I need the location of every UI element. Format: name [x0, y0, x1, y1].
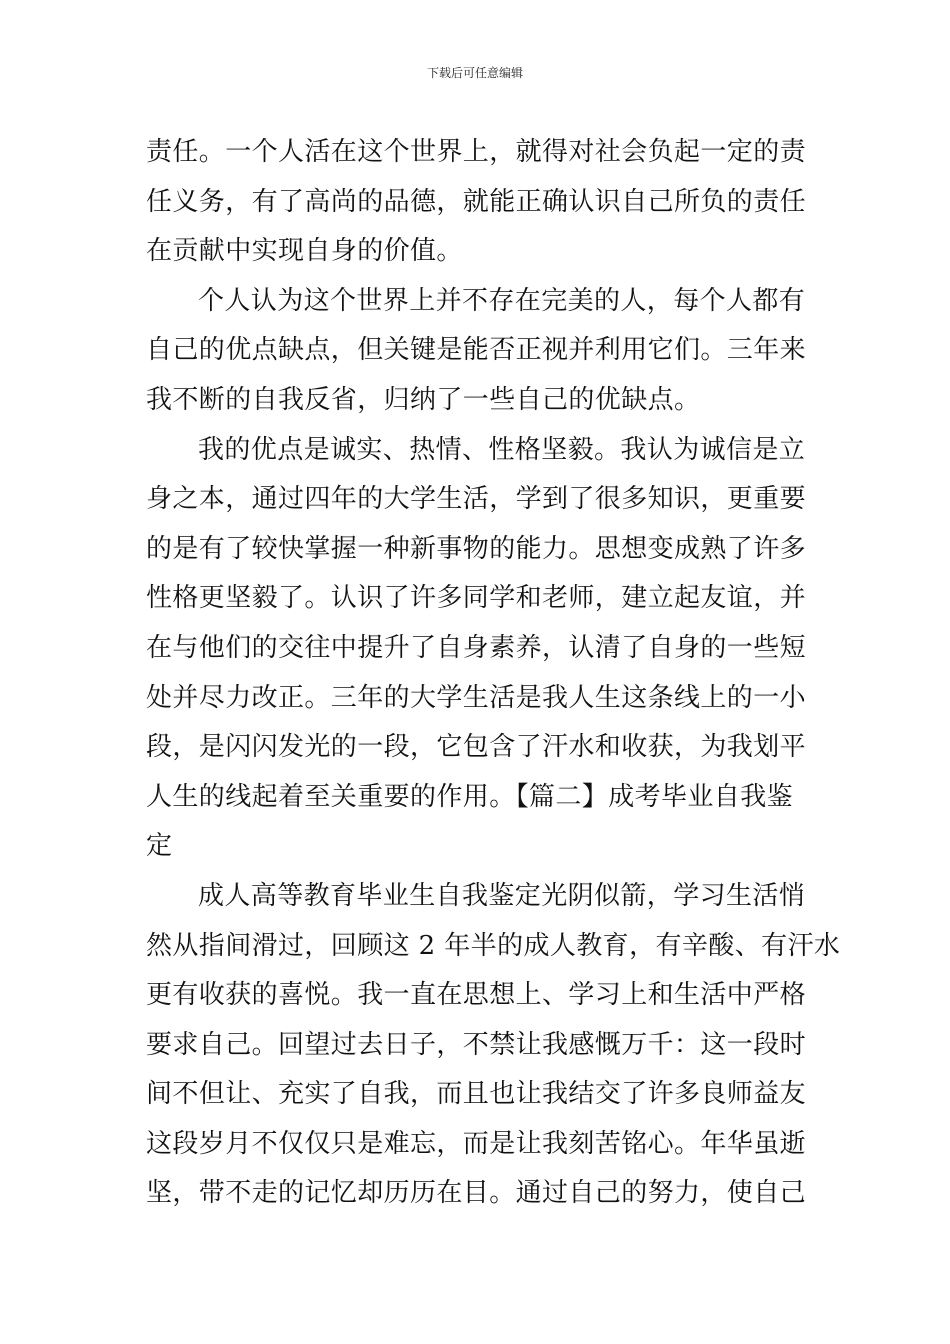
paragraph-first-line: 我的优点是诚实、热情、性格坚毅。我认为诚信是立: [198, 434, 806, 465]
paragraph-first-line: 成人高等教育毕业生自我鉴定光阴似箭，学习生活悄: [198, 880, 806, 911]
paragraph-first-line: 个人认为这个世界上并不存在完美的人，每个人都有: [198, 285, 806, 316]
text-line: 在贡献中实现自身的价值。: [146, 236, 463, 267]
text-line: 处并尽力改正。三年的大学生活是我人生这条线上的一小: [146, 682, 807, 713]
text-line: 责任。一个人活在这个世界上，就得对社会负起一定的责: [146, 137, 807, 167]
text-line: 定: [146, 831, 173, 862]
text-line: 然从指间滑过，回顾这 2 年半的成人教育，有辛酸、有汗水: [146, 930, 841, 961]
text-line: 段，是闪闪发光的一段，它包含了汗水和收获，为我划平: [146, 732, 807, 763]
text-line: 在与他们的交往中提升了自身素养，认清了自身的一些短: [146, 632, 807, 663]
text-line: 人生的线起着至关重要的作用。【篇二】成考毕业自我鉴: [146, 781, 794, 812]
text-line: 性格更坚毅了。认识了许多同学和老师，建立起友谊，并: [146, 583, 807, 614]
text-line: 这段岁月不仅仅只是难忘，而是让我刻苦铭心。年华虽逝: [146, 1128, 807, 1159]
document-body: [146, 128, 841, 1219]
text-line: 身之本，通过四年的大学生活，学到了很多知识，更重要: [146, 484, 807, 515]
text-line: 间不但让、充实了自我，而且也让我结交了许多良师益友: [146, 1079, 807, 1110]
text-line: 我不断的自我反省，归纳了一些自己的优缺点。: [146, 384, 701, 415]
text-line: 要求自己。回望过去日子，不禁让我感慨万千：这一段时: [146, 1029, 807, 1060]
page-header: 下载后可任意编辑: [426, 66, 523, 80]
text-line: 坚，带不走的记忆却历历在目。通过自己的努力，使自己: [146, 1178, 807, 1209]
text-line: 更有收获的喜悦。我一直在思想上、学习上和生活中严格: [146, 980, 807, 1011]
text-line: 自己的优点缺点，但关键是能否正视并利用它们。三年来: [146, 335, 807, 366]
text-line: 任义务，有了高尚的品德，就能正确认识自己所负的责任: [146, 186, 807, 217]
text-line: 的是有了较快掌握一种新事物的能力。思想变成熟了许多: [146, 533, 807, 564]
